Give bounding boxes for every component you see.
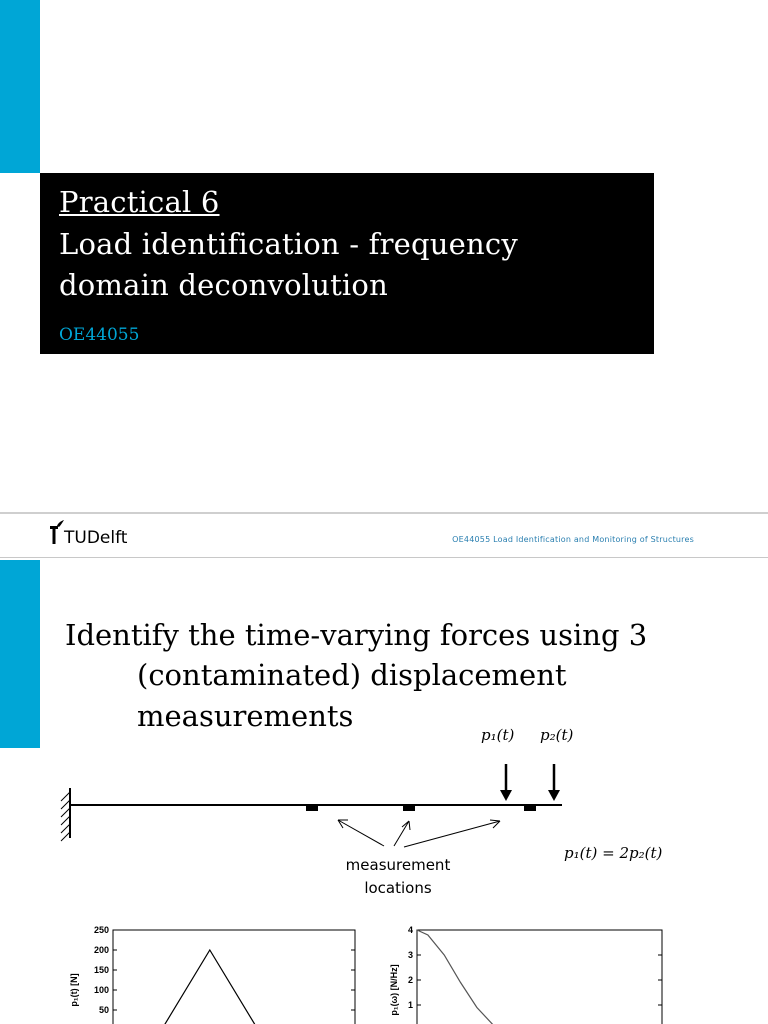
chart-1-tick-label: 100 <box>93 985 109 995</box>
header-rule <box>0 557 768 558</box>
title-line-3: domain deconvolution <box>59 268 388 302</box>
chart-2-tick-label: 4 <box>407 925 413 935</box>
header-bar <box>40 514 768 554</box>
chart-1-tick-label: 200 <box>93 945 109 955</box>
force-equation: p₁(t) = 2p₂(t) <box>564 844 663 862</box>
chart-1-tick-label: 150 <box>93 965 109 975</box>
accent-bar <box>0 0 40 173</box>
heading-line-1: Identify the time-varying forces using 3 <box>65 618 648 652</box>
course-header: OE44055 Load Identification and Monitoring of Structures <box>452 535 694 544</box>
chart-2-ylabel: p₁(ω) [N/Hz] <box>389 964 399 1016</box>
measurement-pointer-arrows <box>338 820 500 847</box>
chart-2-tick-label: 3 <box>407 950 413 960</box>
wall-hatch <box>61 792 70 841</box>
title-line-2: Load identification - frequency <box>59 227 518 261</box>
sensor-1 <box>306 805 318 811</box>
title-box <box>40 173 654 354</box>
load-arrow-1 <box>500 764 512 801</box>
chart-2-tick-label: 2 <box>407 975 413 985</box>
chart-1-ylabel: p₁(t) [N] <box>69 973 79 1007</box>
load-label-2: p₂(t) <box>540 726 574 744</box>
chart-1-frame <box>113 930 355 1024</box>
tudelft-logo <box>64 528 127 548</box>
force-charts <box>0 914 768 1024</box>
measurement-label-line-1: measurement <box>345 856 451 874</box>
load-label-1: p₁(t) <box>481 726 515 744</box>
logo-text: TUDelft <box>64 528 128 548</box>
practical-title: Practical 6 <box>59 185 220 219</box>
chart-2-frame <box>417 930 662 1024</box>
load-arrow-2 <box>548 764 560 801</box>
chart-1-tick-label: 250 <box>93 925 109 935</box>
chart-1-series-line <box>113 950 355 1024</box>
chart-2-tick-label: 1 <box>407 1000 413 1010</box>
heading-line-2: (contaminated) displacement <box>137 658 567 692</box>
chart-2-series-line <box>417 930 493 1024</box>
measurement-label <box>330 854 466 900</box>
course-code: OE44055 <box>59 325 140 345</box>
sensor-3 <box>524 805 536 811</box>
heading-line-3: measurements <box>137 699 354 733</box>
chart-1-tick-label: 50 <box>98 1005 109 1015</box>
sensor-2 <box>403 805 415 811</box>
accent-bar <box>0 560 40 748</box>
content-slide <box>0 514 768 1024</box>
tudelft-flame-icon <box>46 520 66 546</box>
measurement-label-line-2: locations <box>364 879 432 897</box>
